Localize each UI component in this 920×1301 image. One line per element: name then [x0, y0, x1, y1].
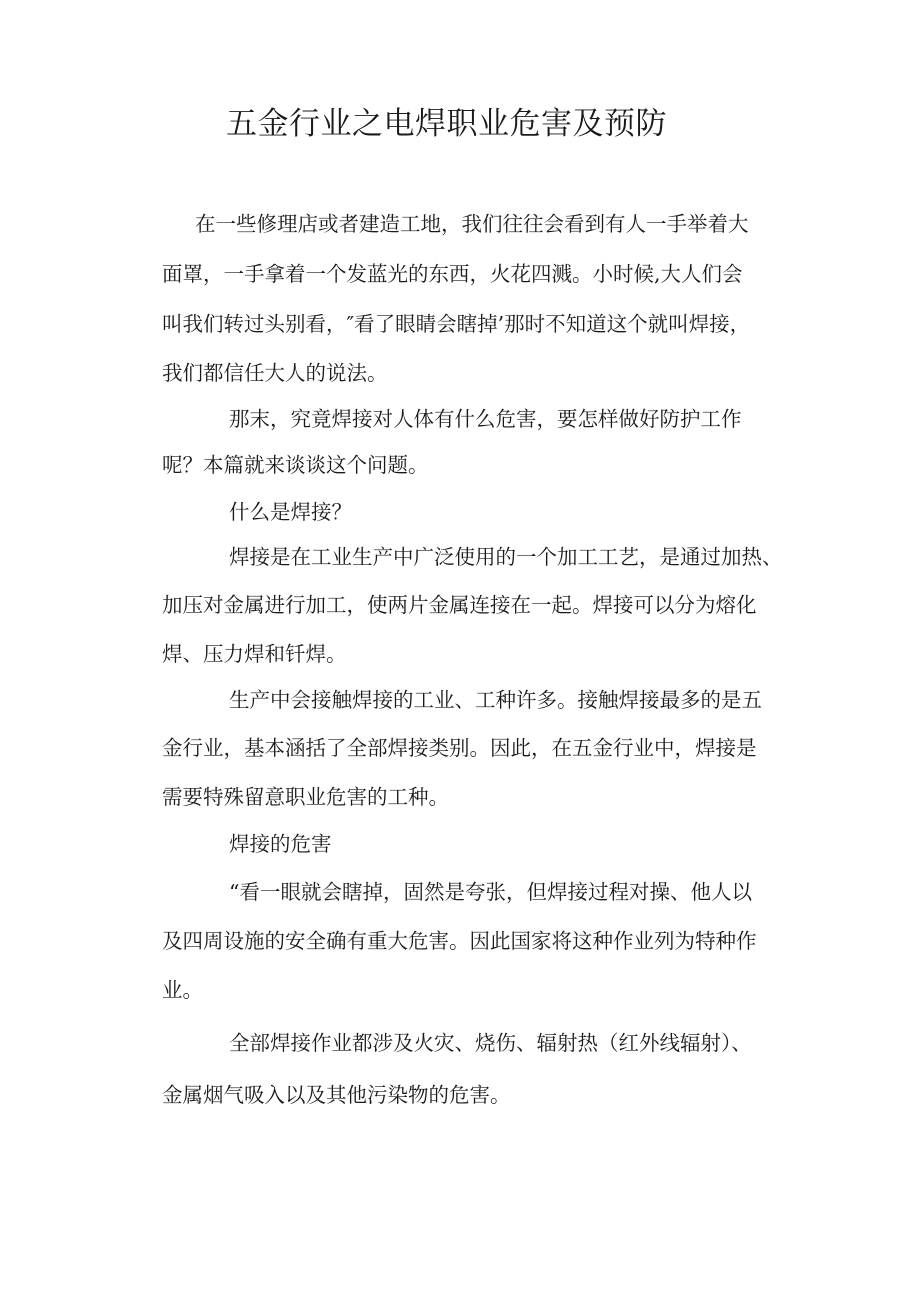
paragraph-line: 及四周设施的安全确有重大危害。因此国家将这种作业列为特种作 [162, 929, 757, 953]
section-heading: 什么是焊接？ [229, 500, 352, 524]
paragraph-line: 那末，究竟焊接对人体有什么危害，要怎样做好防护工作 [229, 407, 742, 431]
paragraph-line: 焊接是在工业生产中广泛使用的一个加工工艺，是通过加热、 [229, 545, 783, 569]
paragraph-line: 叫我们转过头别看，″看了眼睛会瞎掉’那时不知道这个就叫焊接， [162, 312, 751, 336]
paragraph-line: “看一眼就会瞎掉，固然是夸张，但焊接过程对操、他人以 [229, 880, 752, 904]
paragraph-line: 焊、压力焊和钎焊。 [162, 642, 347, 666]
document-title: 五金行业之电焊职业危害及预防 [226, 106, 667, 142]
paragraph-line: 金属烟气吸入以及其他污染物的危害。 [162, 1083, 511, 1107]
paragraph-line: 生产中会接触焊接的工业、工种许多。接触焊接最多的是五 [229, 688, 762, 712]
paragraph-line: 需要特殊留意职业危害的工种。 [162, 785, 449, 809]
paragraph-line: 业。 [162, 978, 203, 1002]
paragraph-line: 面罩，一手拿着一个发蓝光的东西，火花四溅。小时候,大人们会 [162, 262, 743, 286]
paragraph-line: 金行业，基本涵括了全部焊接类别。因此，在五金行业中，焊接是 [162, 736, 757, 760]
paragraph-line: 呢？本篇就来谈谈这个问题。 [162, 453, 429, 477]
paragraph-line: 加压对金属进行加工，使两片金属连接在一起。焊接可以分为熔化 [162, 593, 757, 617]
paragraph-line: 全部焊接作业都涉及火灾、烧伤、辐射热（红外线辐射）、 [229, 1031, 752, 1055]
paragraph-line: 在一些修理店或者建造工地，我们往往会看到有人一手举着大 [195, 212, 749, 236]
paragraph-line: 我们都信任大人的说法。 [162, 361, 388, 385]
section-heading: 焊接的危害 [229, 832, 332, 856]
